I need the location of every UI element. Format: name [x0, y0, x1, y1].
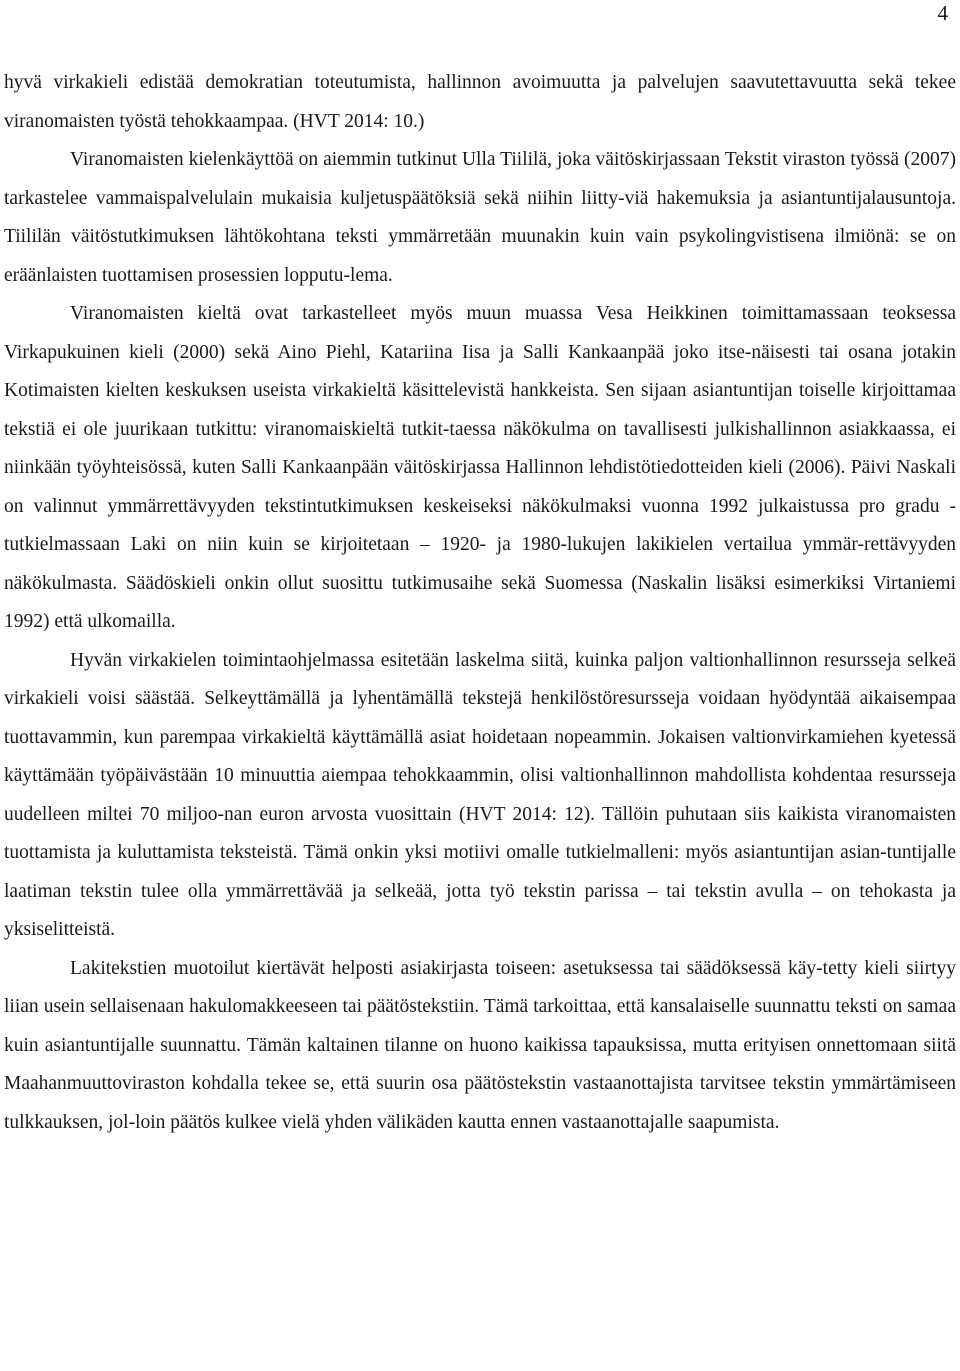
page-number: 4 [937, 1, 948, 25]
paragraph-legal-texts: Lakitekstien muotoilut kiertävät helposti asiakirjasta toiseen: asetuksessa tai säädöksessä käy-tetty kieli siirtyy liian usein sellaisenaan hakulomakkeeseen tai päätöstekstiin. Tämä tarkoittaa, että kansalaiselle suunnattu teksti on samaa kuin asiantuntijalle suunnattu. Tämän kaltainen tilanne on huono kaikissa tapauksissa, mutta erityisen onnettomaan siitä Maahanmuuttoviraston kohdalla tekee se, että suurin osa päätöstekstin vastaanottajista tarvitsee tekstin ymmärtämiseen tulkkauksen, jol-loin päätös kulkee vielä yhden välikäden kautta ennen vastaanottajalle saapumista. [4, 957, 956, 1133]
paragraph-previous-research: Viranomaisten kieltä ovat tarkastelleet myös muun muassa Vesa Heikkinen toimittamassaan teoksessa Virkapukuinen kieli (2000) sekä Aino Piehl, Katariina Iisa ja Salli Kankaanpää joko itse-näisesti tai osana jotakin Kotimaisten kielten keskuksen useista virkakieltä käsittelevistä hankkeista. Sen sijaan asiantuntijan toiselle kirjoittamaa tekstiä ei ole juurikaan tutkittu: viranomaiskieltä tutkit-taessa näkökulma on tavallisesti julkishallinnon asiakkaassa, ei niinkään työyhteisössä, kuten Salli Kankaanpään väitöskirjassa Hallinnon lehdistötiedotteiden kieli (2006). Päivi Naskali on valinnut ymmärrettävyyden tekstintutkimuksen keskeiseksi näkökulmaksi vuonna 1992 julkaistussa pro gradu -tutkielmassaan Laki on niin kuin se kirjoitetaan – 1920- ja 1980-lukujen lakikielen vertailua ymmär-rettävyyden näkökulmasta. Säädöskieli onkin ollut suosittu tutkimusaihe sekä Suomessa (Naskalin lisäksi esimerkiksi Virtaniemi 1992) että ulkomailla. [4, 303, 956, 632]
paragraph-tiilila-study: Viranomaisten kielenkäyttöä on aiemmin tutkinut Ulla Tiililä, joka väitöskirjassaan Tekstit viraston työssä (2007) tarkastelee vammaispalvelulain mukaisia kuljetuspäätöksiä sekä niihin liitty-viä hakemuksia ja asiantuntijalausuntoja. Tiililän väitöstutkimuksen lähtökohtana teksti ymmärretään muunakin kuin vain psykolingvistisena ilmiönä: se on eräänlaisten tuottamisen prosessien lopputu-lema. [4, 149, 956, 286]
body-text [4, 64, 956, 1142]
paragraph-resource-savings: Hyvän virkakielen toimintaohjelmassa esitetään laskelma siitä, kuinka paljon valtionhallinnon resursseja selkeä virkakieli voisi säästää. Selkeyttämällä ja lyhentämällä tekstejä henkilöstöresursseja voidaan hyödyntää aikaisempaa tuottavammin, kun parempaa virkakieltä käyttämällä asiat hoidetaan nopeammin. Jokaisen valtionvirkamiehen kyetessä käyttämään työpäivästään 10 minuuttia aiempaa tehokkaammin, olisi valtionhallinnon mahdollista kohdentaa resursseja uudelleen miltei 70 miljoo-nan euron arvosta vuosittain (HVT 2014: 12). Tällöin puhutaan siis kaikista viranomaisten tuottamista ja kuluttamista teksteistä. Tämä onkin yksi motiivi omalle tutkielmalleni: myös asiantuntijan asian-tuntijalle laatiman tekstin tulee olla ymmärrettävää ja selkeää, jotta työ tekstin parissa – tai tekstin avulla – on tehokasta ja yksiselitteistä. [4, 649, 956, 940]
paragraph-continuation: hyvä virkakieli edistää demokratian toteutumista, hallinnon avoimuutta ja palvelujen saavutettavuutta sekä tekee viranomaisten työstä tehokkaampaa. (HVT 2014: 10.) [4, 72, 956, 132]
